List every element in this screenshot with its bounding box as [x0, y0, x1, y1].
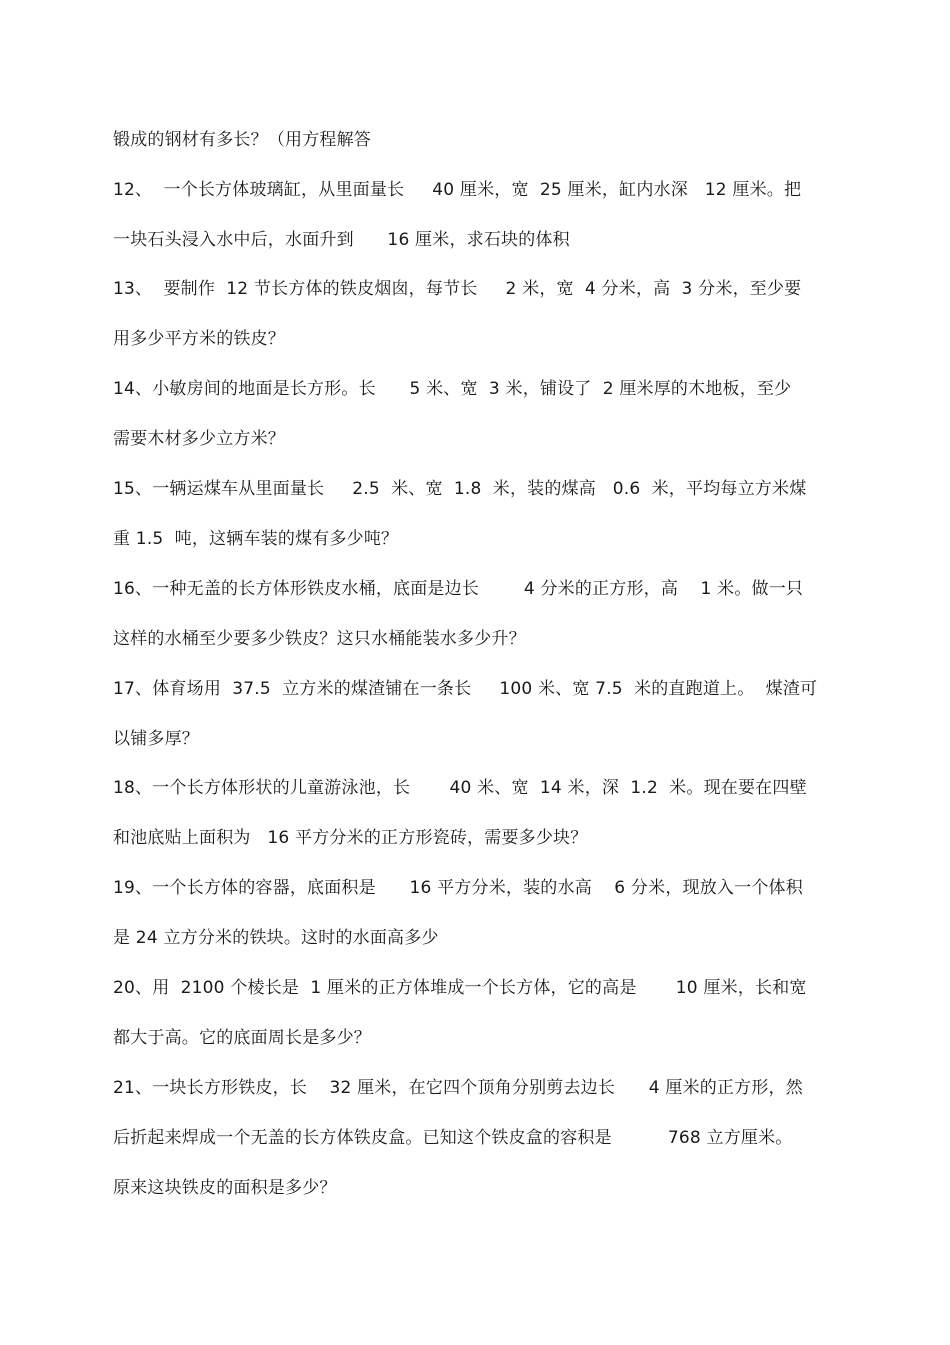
problem-19-line-2: 是 24 立方分米的铁块。这时的水面高多少: [113, 928, 439, 948]
problem-15-line-2: 重 1.5 吨，这辆车装的煤有多少吨？: [113, 529, 399, 549]
text-line-1: 锻成的钢材有多长？（用方程解答: [113, 130, 371, 150]
problem-15-line-1: 15、一辆运煤车从里面量长 2.5 米、宽 1.8 米，装的煤高 0.6 米，平均每立方米煤: [113, 479, 807, 499]
problem-12-line-1: 12、 一个长方体玻璃缸，从里面量长 40 厘米，宽 25 厘米，缸内水深 12 厘米。把: [113, 180, 802, 200]
problem-21-line-2: 后折起来焊成一个无盖的长方体铁皮盒。已知这个铁皮盒的容积是 768 立方厘米。: [113, 1128, 793, 1148]
problem-18-line-1: 18、一个长方体形状的儿童游泳池，长 40 米、宽 14 米，深 1.2 米。现在要在四壁: [113, 778, 807, 798]
problem-13-line-2: 用多少平方米的铁皮？: [113, 329, 285, 349]
problem-12-line-2: 一块石头浸入水中后，水面升到 16 厘米，求石块的体积: [113, 230, 570, 250]
problem-14-line-1: 14、小敏房间的地面是长方形。长 5 米、宽 3 米，铺设了 2 厘米厚的木地板，至少: [113, 379, 792, 399]
problem-18-line-2: 和池底贴上面积为 16 平方分米的正方形瓷砖，需要多少块？: [113, 828, 588, 848]
problem-14-line-2: 需要木材多少立方米？: [113, 429, 285, 449]
problem-16-line-1: 16、一种无盖的长方体形铁皮水桶，底面是边长 4 分米的正方形，高 1 米。做一只: [113, 579, 804, 599]
problem-17-line-2: 以铺多厚？: [113, 729, 199, 749]
problem-20-line-1: 20、用 2100 个棱长是 1 厘米的正方体堆成一个长方体，它的高是 10 厘米，长和宽: [113, 978, 807, 998]
problem-20-line-2: 都大于高。它的底面周长是多少？: [113, 1028, 371, 1048]
problem-13-line-1: 13、 要制作 12 节长方体的铁皮烟囱，每节长 2 米，宽 4 分米，高 3 分米，至少要: [113, 279, 802, 299]
problem-21-line-3: 原来这块铁皮的面积是多少？: [113, 1178, 337, 1198]
problem-21-line-1: 21、一块长方形铁皮，长 32 厘米，在它四个顶角分别剪去边长 4 厘米的正方形，然: [113, 1078, 803, 1098]
problem-17-line-1: 17、体育场用 37.5 立方米的煤渣铺在一条长 100 米、宽 7.5 米的直跑道上。 煤渣可: [113, 679, 818, 699]
problem-19-line-1: 19、一个长方体的容器，底面积是 16 平方分米，装的水高 6 分米，现放入一个体积: [113, 878, 803, 898]
problem-16-line-2: 这样的水桶至少要多少铁皮？这只水桶能装水多少升？: [113, 629, 526, 649]
